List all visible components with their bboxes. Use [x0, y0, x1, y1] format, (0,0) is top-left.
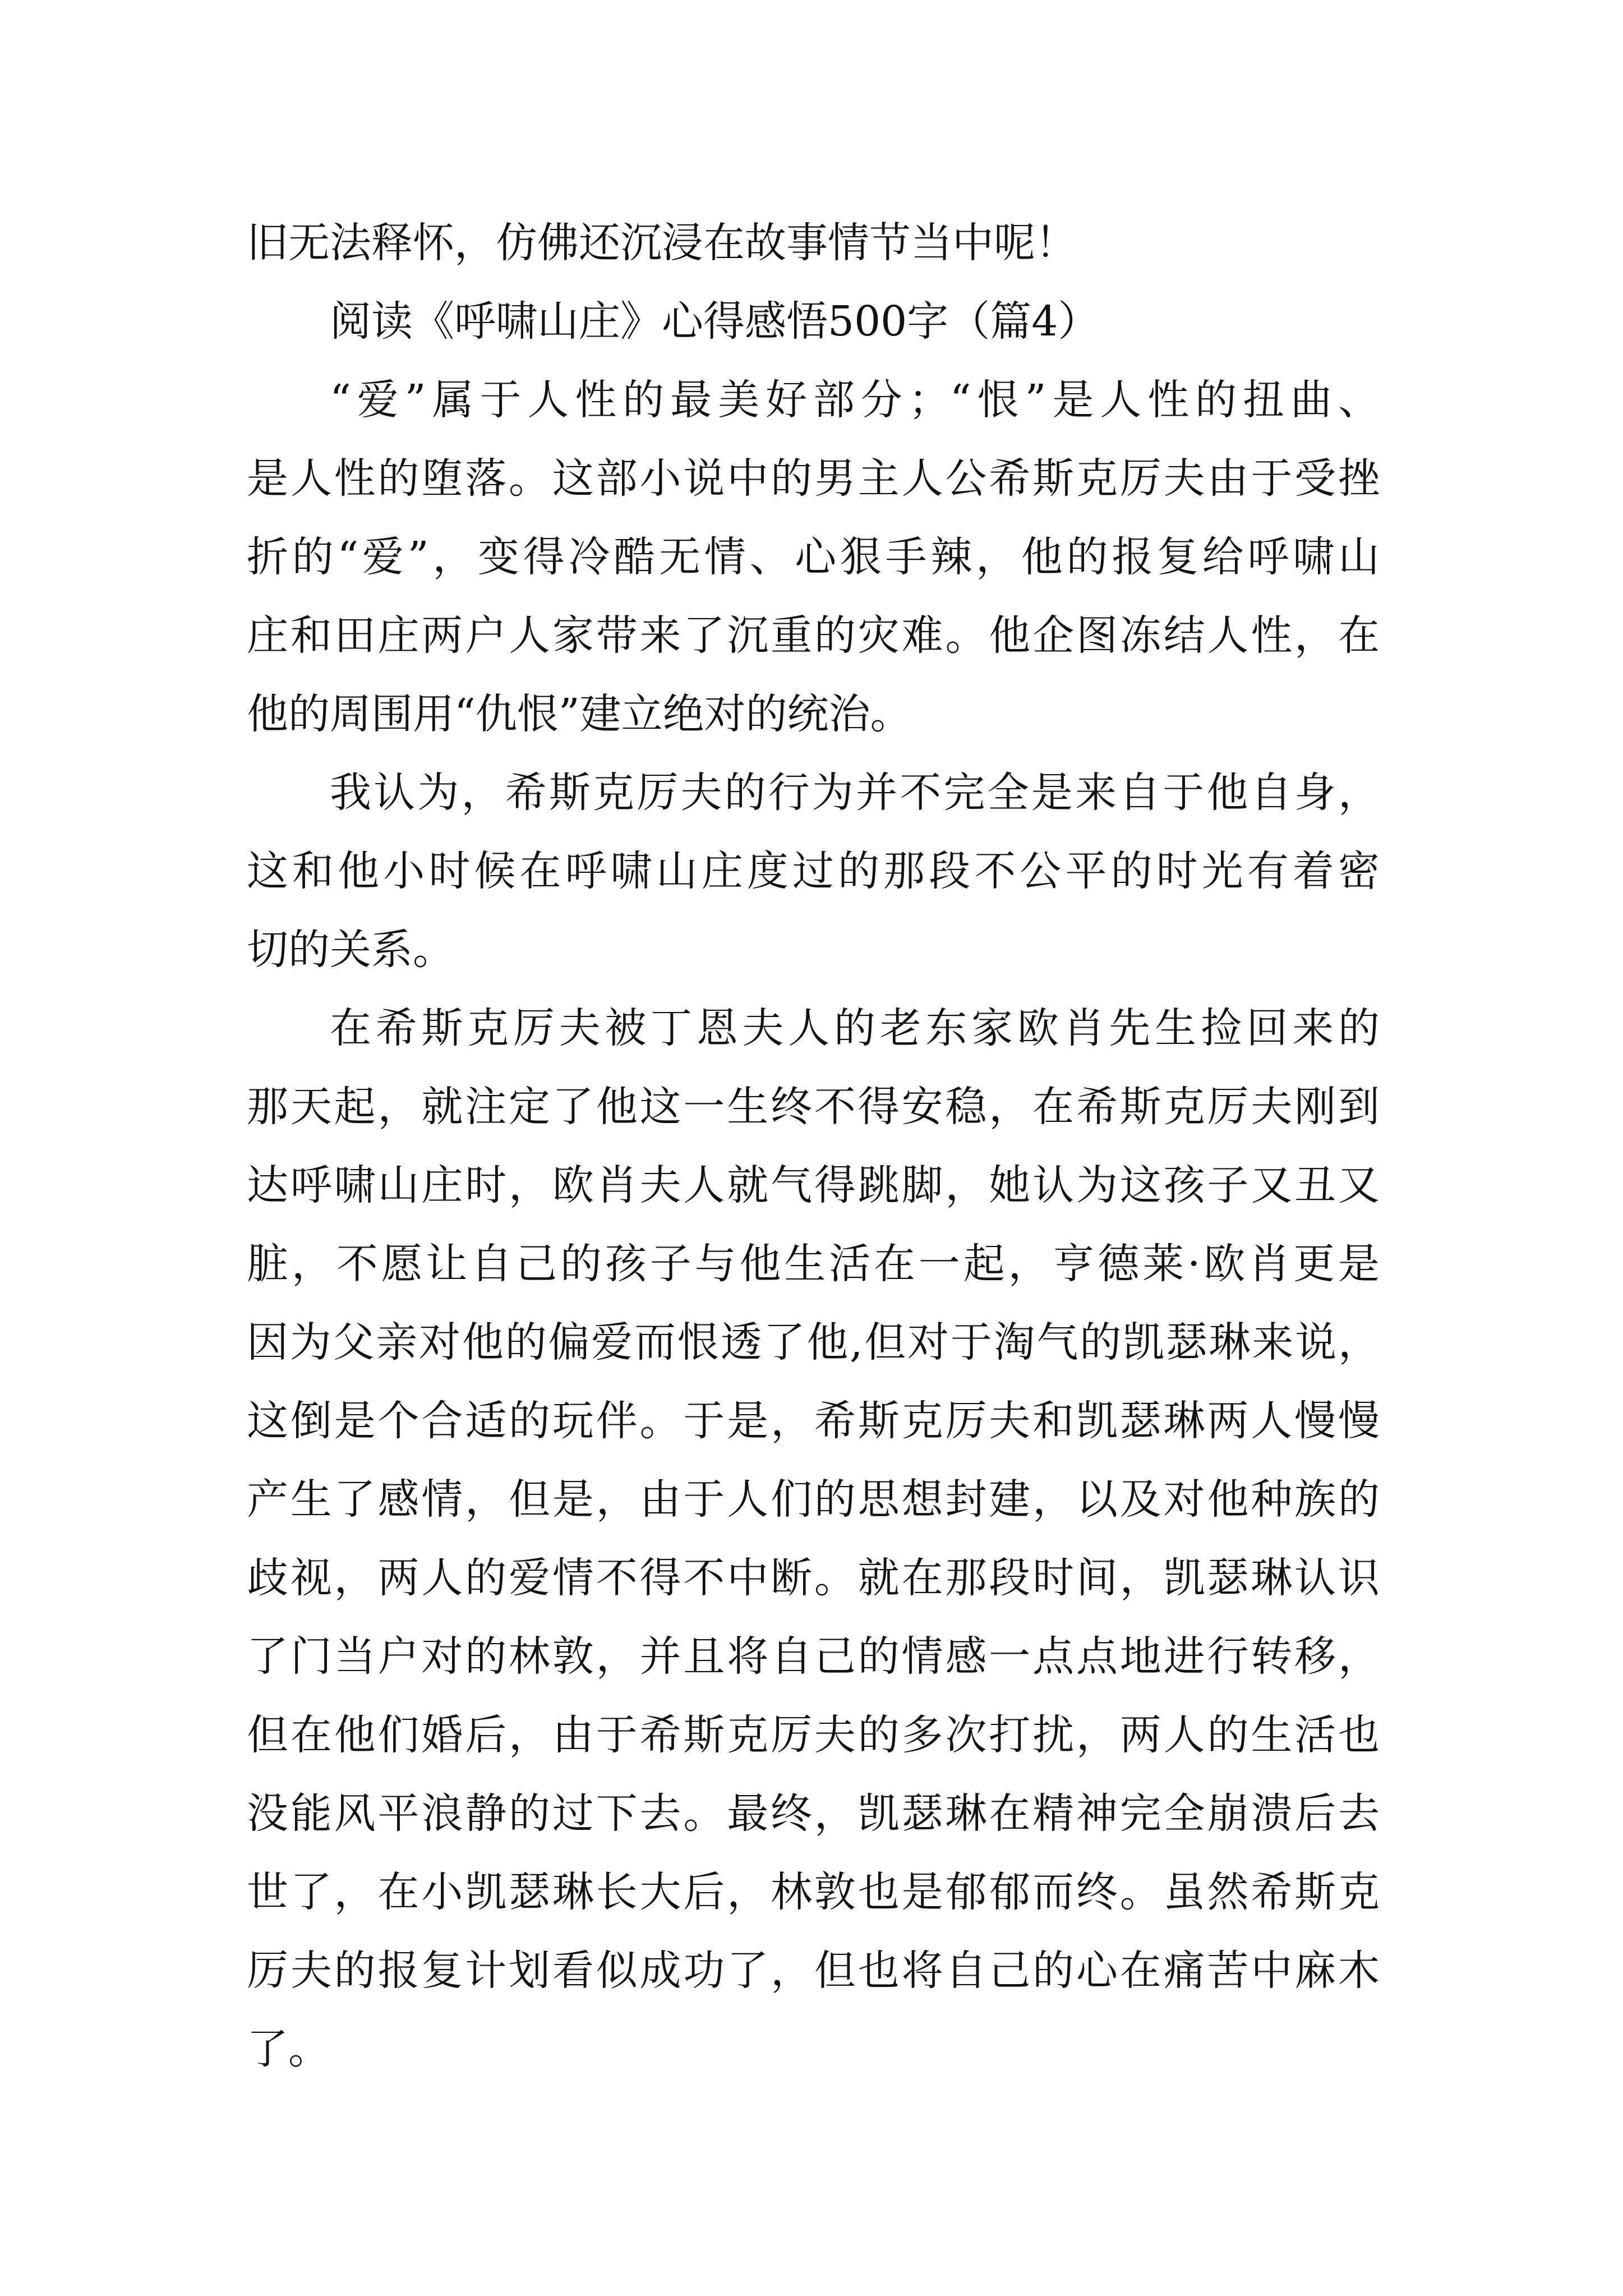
text-line: 那天起，就注定了他这一生终不得安稳，在希斯克厉夫刚到 — [247, 1083, 1380, 1131]
text-line: 这倒是个合适的玩伴。于是，希斯克厉夫和凯瑟琳两人慢慢 — [247, 1397, 1380, 1445]
text-line: 他的周围用“仇恨”建立绝对的统治。 — [247, 690, 912, 738]
text-line: 我认为，希斯克厉夫的行为并不完全是来自于他自身， — [330, 769, 1380, 817]
text-line: 但在他们婚后，由于希斯克厉夫的多次打扰，两人的生活也 — [247, 1711, 1380, 1759]
text-line: 歧视，两人的爱情不得不中断。就在那段时间，凯瑟琳认识 — [247, 1554, 1380, 1602]
text-line: 因为父亲对他的偏爱而恨透了他,但对于淘气的凯瑟琳来说， — [247, 1318, 1380, 1366]
text-line: 产生了感情，但是，由于人们的思想封建，以及对他种族的 — [247, 1475, 1380, 1524]
text-line: 庄和田庄两户人家带来了沉重的灾难。他企图冻结人性，在 — [247, 611, 1380, 660]
text-line: 厉夫的报复计划看似成功了，但也将自己的心在痛苦中麻木 — [247, 1947, 1380, 1995]
text-line: 达呼啸山庄时，欧肖夫人就气得跳脚，她认为这孩子又丑又 — [247, 1161, 1380, 1209]
text-line: 世了，在小凯瑟琳长大后，林敦也是郁郁而终。虽然希斯克 — [247, 1868, 1380, 1916]
text-line: “爱”属于人性的最美好部分；“恨”是人性的扭曲、 — [330, 376, 1380, 424]
text-line: 没能风平浪静的过下去。最终，凯瑟琳在精神完全崩溃后去 — [247, 1789, 1380, 1838]
text-line: 了。 — [247, 2025, 330, 2073]
text-line: 了门当户对的林敦，并且将自己的情感一点点地进行转移， — [247, 1632, 1380, 1681]
text-line: 折的“爱”，变得冷酷无情、心狠手辣，他的报复给呼啸山 — [247, 533, 1380, 581]
text-line: 切的关系。 — [247, 926, 454, 974]
section-title: 阅读《呼啸山庄》心得感悟500字（篇4） — [330, 297, 1100, 346]
text-line: 是人性的堕落。这部小说中的男主人公希斯克厉夫由于受挫 — [247, 454, 1380, 503]
text-line: 在希斯克厉夫被丁恩夫人的老东家欧肖先生捡回来的 — [330, 1004, 1380, 1052]
text-line: 旧无法释怀，仿佛还沉浸在故事情节当中呢！ — [247, 219, 1077, 267]
text-line: 这和他小时候在呼啸山庄度过的那段不公平的时光有着密 — [247, 847, 1380, 895]
text-line: 脏，不愿让自己的孩子与他生活在一起，亨德莱·欧肖更是 — [247, 1240, 1380, 1288]
